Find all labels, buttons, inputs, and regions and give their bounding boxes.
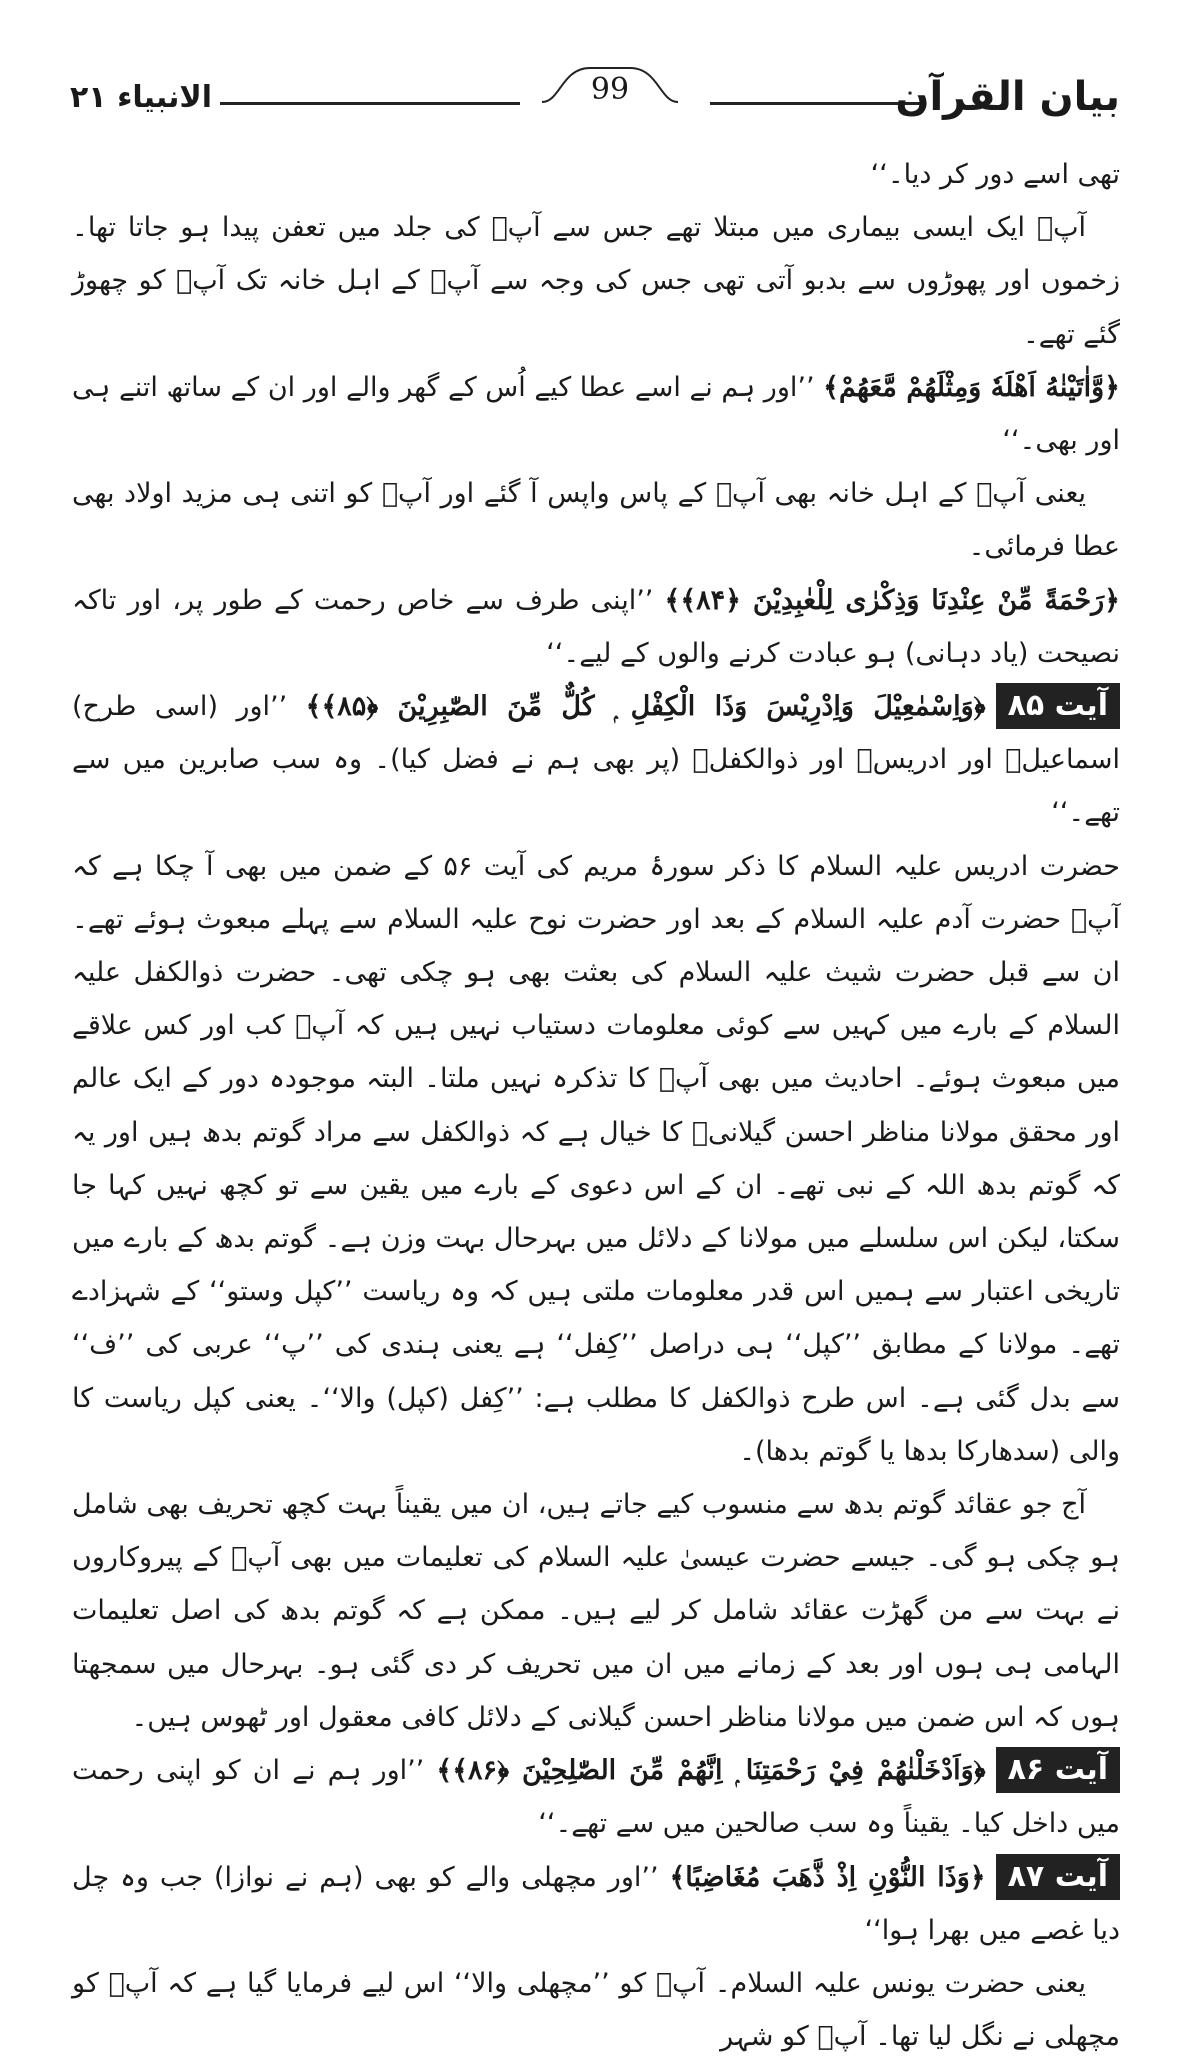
ayah-number-label: آیت ۸۶ (996, 1747, 1120, 1793)
text-paragraph (72, 467, 1120, 573)
arabic-verse: ﴿وَذَا النُّوْنِ اِذْ ذَّهَبَ مُغَاضِبًا﴾ (669, 1861, 986, 1893)
header-rule-right (710, 102, 920, 105)
text-paragraph (72, 201, 1120, 361)
verse-translation: ’’اور مچھلی والے کو بھی (ہم نے نوازا) جب وہ چل دیا غصے میں بھرا ہوا‘‘ (72, 1861, 1120, 1946)
text-paragraph (72, 148, 1120, 201)
paragraph-text: آج جو عقائد گوتم بدھ سے منسوب کیے جاتے ہیں، ان میں یقیناً بہت کچھ تحریف بھی شامل ہو چکی ہو گی۔ جیسے حضرت عیسیٰ علیہ السلام کی تعلیمات میں بھی آپؑ کے پیروکاروں نے بہت سے من گھڑت عقائد شامل کر لیے ہیں۔ ممکن ہے کہ گوتم بدھ کی اصل تعلیمات الہامی ہی ہوں اور بعد کے زمانے میں ان میں تحریف کر دی گئی ہو۔ بہرحال میں سمجھتا ہوں کہ اس ضمن میں مولانا مناظر احسن گیلانی کے دلائل کافی معقول اور ٹھوس ہیں۔ (72, 1489, 1120, 1733)
paragraph-text: حضرت ادریس علیہ السلام کا ذکر سورۂ مریم کی آیت ۵۶ کے ضمن میں بھی آ چکا ہے کہ آپؑ حضرت آدم علیہ السلام کے بعد اور حضرت نوح علیہ السلام سے پہلے مبعوث ہوئے تھے۔ ان سے قبل حضرت شیث علیہ السلام کی بعثت بھی ہو چکی تھی۔ حضرت ذوالکفل علیہ السلام کے بارے میں کہیں سے کوئی معلومات دستیاب نہیں ہیں کہ آپؑ کب اور کس علاقے میں مبعوث ہوئے۔ احادیث میں بھی آپؑ کا تذکرہ نہیں ملتا۔ البتہ موجودہ دور کے ایک عالم اور محقق مولانا مناظر احسن گیلانیؒ کا خیال ہے کہ ذوالکفل سے مراد گوتم بدھ ہیں اور یہ کہ گوتم بدھ اللہ کے نبی تھے۔ ان کے اس دعوی کے بارے میں یقین سے تو کچھ نہیں کہا جا سکتا، لیکن اس سلسلے میں مولانا کے دلائل میں بہرحال بہت وزن ہے۔ گوتم بدھ کے بارے میں تاریخی اعتبار سے ہمیں اس قدر معلومات ملتی ہیں کہ وہ ریاست ’’کپل وستو‘‘ کے شہزادے تھے۔ مولانا کے مطابق ’’کپل‘‘ ہی دراصل ’’کِفل‘‘ ہے یعنی ہندی کی ’’پ‘‘ عربی کی ’’ف‘‘ سے بدل گئی ہے۔ اس طرح ذوالکفل کا مطلب ہے: ’’کِفل (کپل) والا‘‘۔ یعنی کپل ریاست کا والی (سدھارکا بدھا یا گوتم بدھا)۔ (72, 850, 1121, 1467)
ayah-paragraph (72, 680, 1120, 840)
arabic-verse: ﴿وَّاٰتَيْنٰهُ اَهْلَهٗ وَمِثْلَهُمْ مَّعَهُمْ﴾ (823, 371, 1120, 403)
text-paragraph (72, 1957, 1120, 2063)
text-paragraph (72, 1478, 1120, 1744)
ayah-number-label: آیت ۸۵ (996, 683, 1120, 729)
verse-translation: ’’اور ہم نے اسے عطا کیے اُس کے گھر والے اور ان کے ساتھ اتنے ہی اور بھی۔‘‘ (72, 371, 1120, 457)
paragraph-text: یعنی آپؑ کے اہل خانہ بھی آپؑ کے پاس واپس آ گئے اور آپؑ کو اتنی ہی مزید اولاد بھی عطا فرمائی۔ (72, 478, 1120, 563)
verse-paragraph (72, 574, 1120, 680)
paragraph-text: یعنی حضرت یونس علیہ السلام۔ آپؑ کو ’’مچھلی والا‘‘ اس لیے فرمایا گیا ہے کہ آپؑ کو مچھلی نے نگل لیا تھا۔ آپؑ کو شہر (72, 1967, 1120, 2053)
arabic-verse: ﴿وَاَدْخَلْنٰهُمْ فِيْ رَحْمَتِنَا ۭ اِنَّهُمْ مِّنَ الصّٰلِحِيْنَ ﴿۸۶﴾﴾ (436, 1755, 986, 1787)
book-title: بیان القرآن (895, 74, 1120, 120)
page-body (72, 148, 1120, 2063)
ayah-paragraph (72, 1744, 1120, 1850)
verse-paragraph (72, 361, 1120, 467)
arabic-verse: ﴿وَاِسْمٰعِيْلَ وَاِدْرِيْسَ وَذَا الْكِفْلِ ۭ كُلٌّ مِّنَ الصّٰبِرِيْنَ ﴿۸۵﴾﴾ (305, 691, 986, 723)
surah-name: الانبیاء ۲۱ (70, 80, 213, 115)
paragraph-text: آپؑ ایک ایسی بیماری میں مبتلا تھے جس سے آپؑ کی جلد میں تعفن پیدا ہو جاتا تھا۔ زخموں اور پھوڑوں سے بدبو آتی تھی جس کی وجہ سے آپؑ کے اہل خانہ تک آپؑ کو چھوڑ گئے تھے۔ (72, 212, 1120, 350)
text-paragraph (72, 840, 1120, 1478)
verse-translation: ’’اور (اسی طرح) اسماعیلؑ اور ادریسؑ اور ذوالکفلؑ (پر بھی ہم نے فضل کیا)۔ وہ سب صابرین میں سے تھے۔‘‘ (72, 691, 1120, 829)
header-rule-left (220, 102, 520, 105)
page-header (70, 60, 1120, 130)
page-number-badge (540, 60, 680, 120)
verse-translation: ’’اپنی طرف سے خاص رحمت کے طور پر، اور تاکہ نصیحت (یاد دہانی) ہو عبادت کرنے والوں کے لیے۔‘‘ (72, 584, 1120, 669)
ayah-number-label: آیت ۸۷ (996, 1854, 1120, 1900)
verse-translation: ’’اور ہم نے ان کو اپنی رحمت میں داخل کیا۔ یقیناً وہ سب صالحین میں سے تھے۔‘‘ (72, 1755, 1120, 1840)
paragraph-text: تھی اسے دور کر دیا۔‘‘ (870, 159, 1120, 190)
ayah-paragraph (72, 1851, 1120, 1957)
page-number: 99 (590, 72, 630, 107)
arabic-verse: ﴿رَحْمَةً مِّنْ عِنْدِنَا وَذِكْرٰى لِلْعٰبِدِيْنَ ﴿۸۴﴾﴾ (664, 584, 1120, 616)
